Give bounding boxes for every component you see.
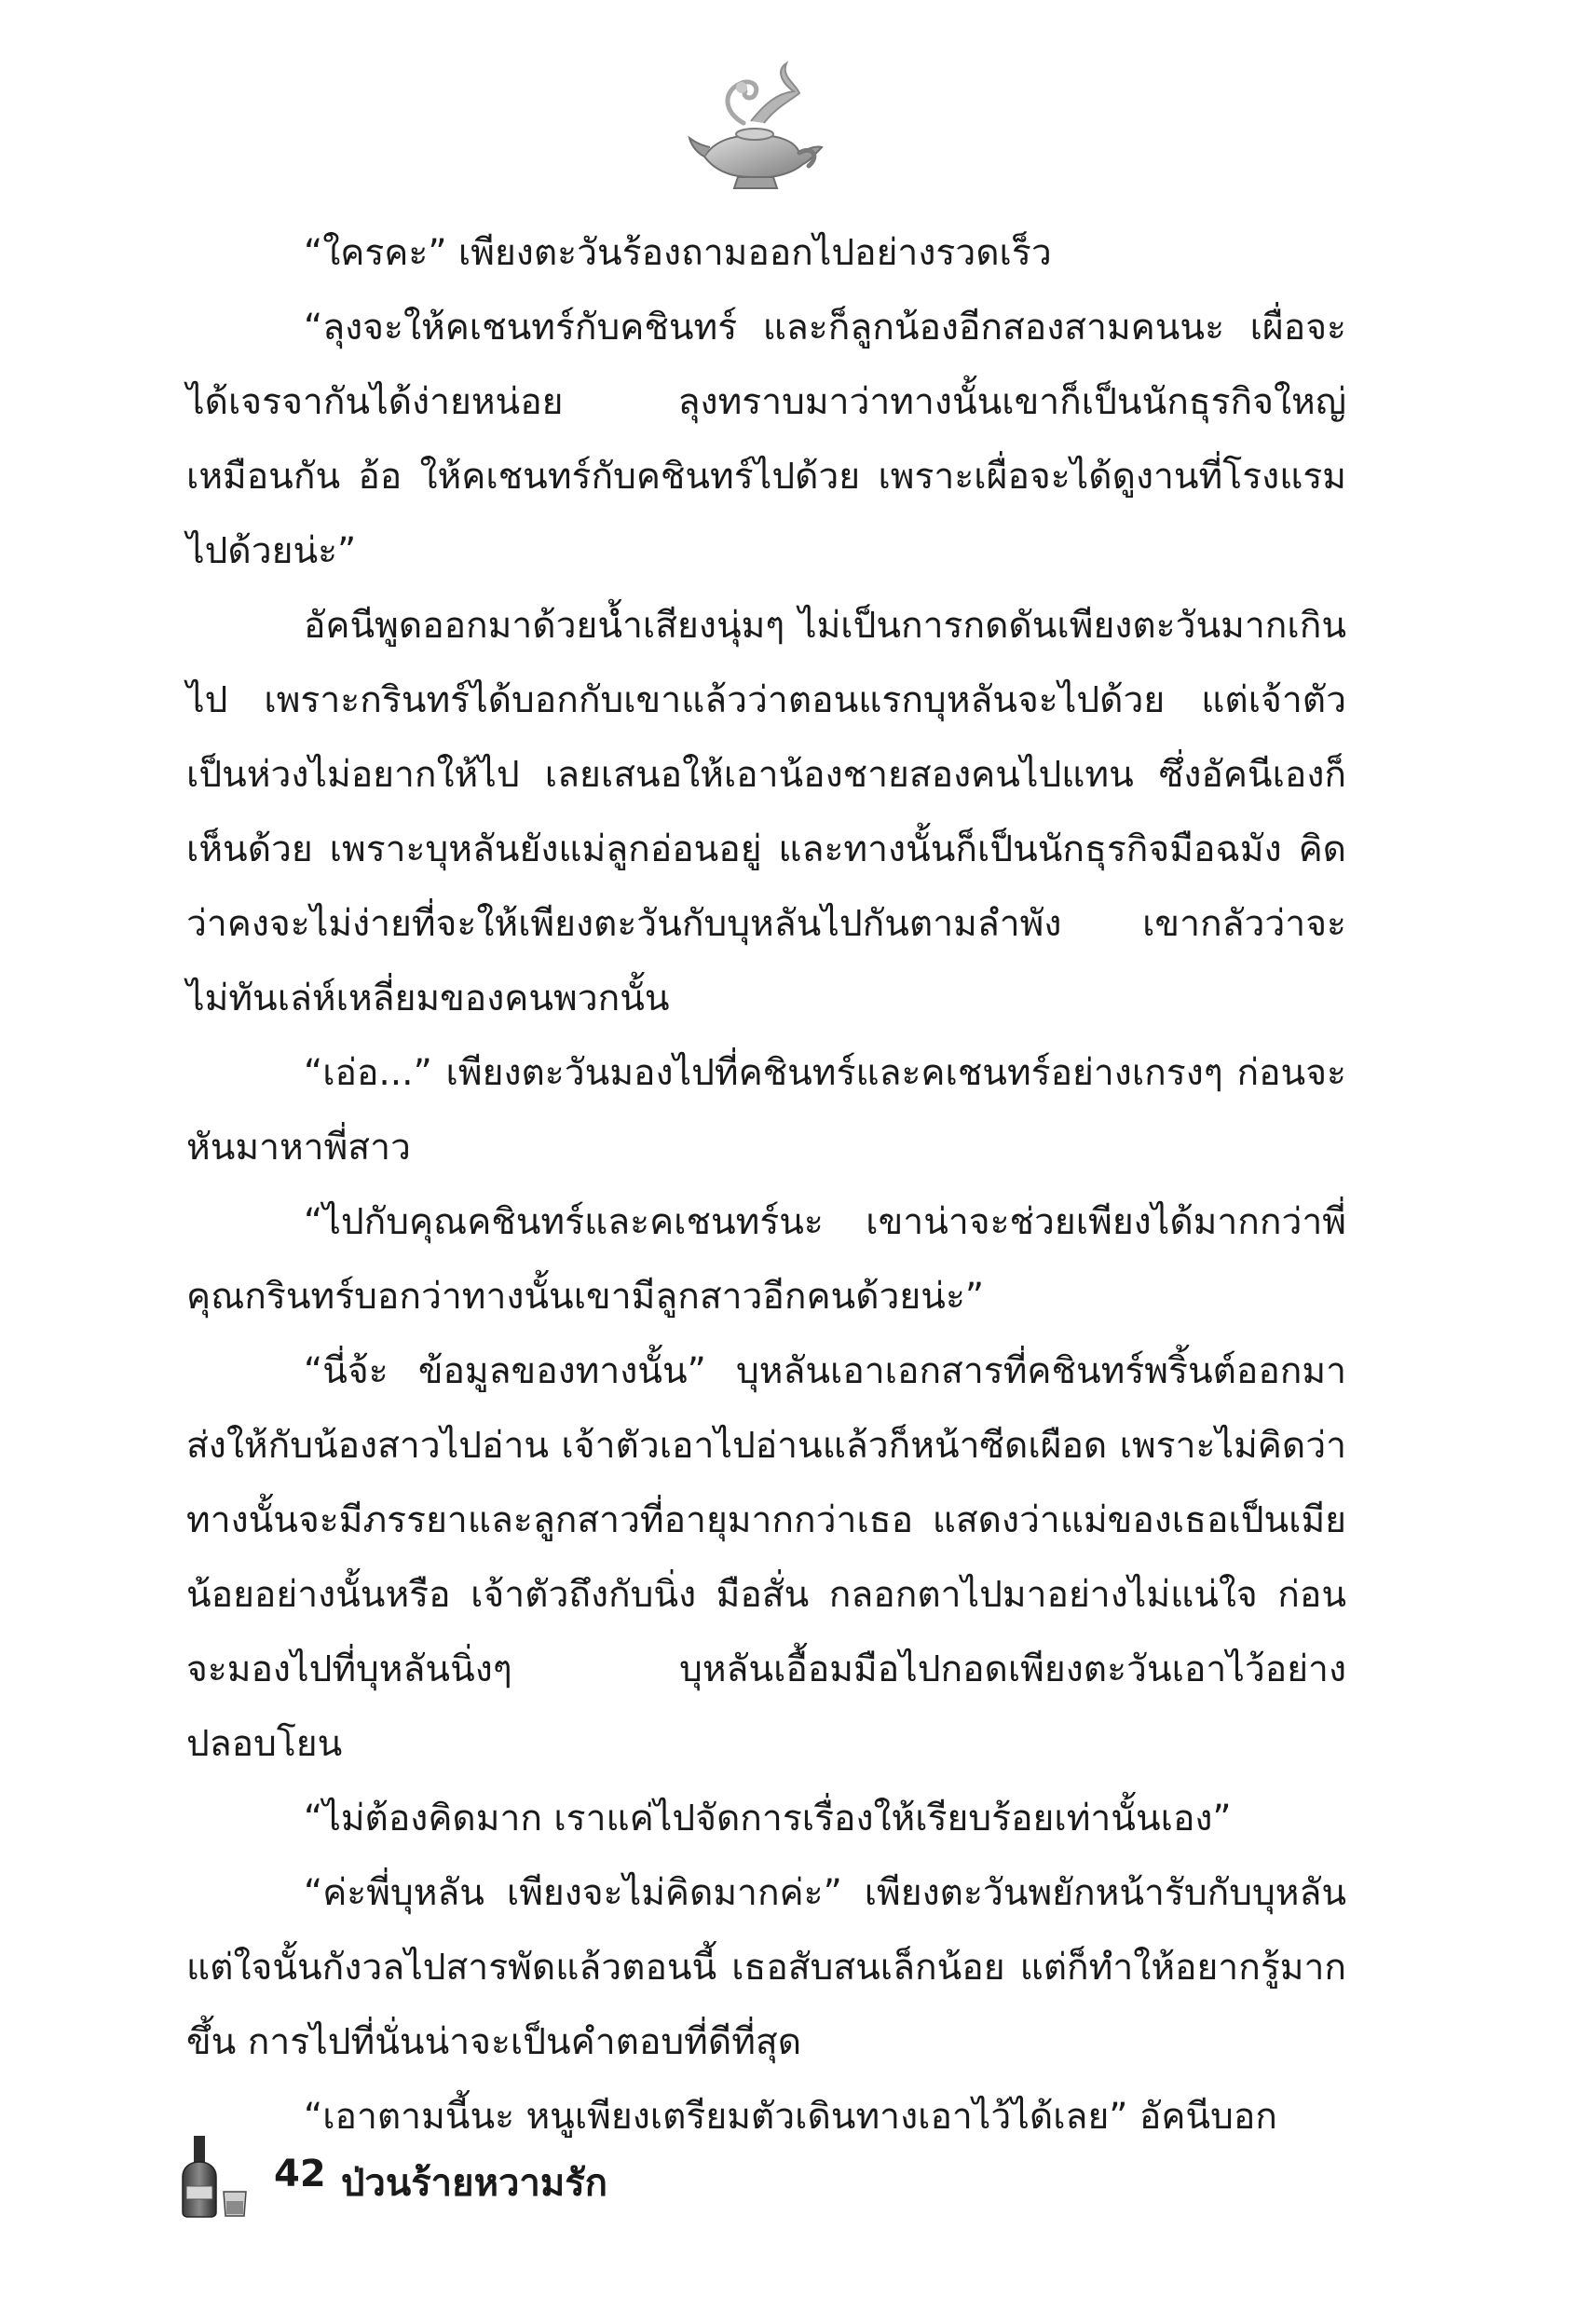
paragraph: “นี่จ้ะ ข้อมูลของทางนั้น” บุหลันเอาเอกสารที่คชินทร์พริ้นต์ออกมาส่งให้กับน้องสาวไปอ่าน เจ้าตัวเอาไปอ่านแล้วก็หน้าซีดเผือด เพราะไม่คิดว่าทางนั้นจะมีภรรยาและลูกสาวที่อายุมากกว่าเธอ แสดงว่าแม่ของเธอเป็นเมียน้อยอย่างนั้นหรือ เจ้าตัวถึงกับนิ่ง มือสั่น กลอกตาไปมาอย่างไม่แน่ใจ ก่อนจะมองไปที่บุหลันนิ่งๆ บุหลันเอื้อมมือไปกอดเพียงตะวันเอาไว้อย่างปลอบโยน (186, 1350, 1346, 1765)
book-title: ป่วนร้ายหวามรัก (341, 2162, 607, 2205)
paragraph: “เอ่อ...” เพียงตะวันมองไปที่คชินทร์และคเชนทร์อย่างเกรงๆ ก่อนจะหันมาหาพี่สาว (186, 1052, 1346, 1169)
paragraph: “เอาตามนี้นะ หนูเพียงเตรียมตัวเดินทางเอาไว้ได้เลย” อัคนีบอก (304, 2096, 1277, 2138)
page-footer (177, 2134, 829, 2227)
genie-lamp-icon (686, 56, 825, 196)
paragraph: อัคนีพูดออกมาด้วยน้ำเสียงนุ่มๆ ไม่เป็นการกดดันเพียงตะวันมากเกินไป เพราะกรินทร์ได้บอกกับเขาแล้วว่าตอนแรกบุหลันจะไปด้วย แต่เจ้าตัวเป็นห่วงไม่อยากให้ไป เลยเสนอให้เอาน้องชายสองคนไปแทน ซึ่งอัคนีเองก็เห็นด้วย เพราะบุหลันยังแม่ลูกอ่อนอยู่ และทางนั้นก็เป็นนักธุรกิจมือฉมัง คิดว่าคงจะไม่ง่ายที่จะให้เพียงตะวันกับบุหลันไปกันตามลำพัง เขากลัวว่าจะไม่ทันเล่ห์เหลี่ยมของคนพวกนั้น (186, 605, 1346, 1019)
paragraph: “ไปกับคุณคชินทร์และคเชนทร์นะ เขาน่าจะช่วยเพียงได้มากกว่าพี่ คุณกรินทร์บอกว่าทางนั้นเขามีลูกสาวอีกคนด้วยน่ะ” (186, 1201, 1346, 1318)
paragraph: “ไม่ต้องคิดมาก เราแค่ไปจัดการเรื่องให้เรียบร้อยเท่านั้นเอง” (304, 1798, 1232, 1839)
paragraph: “ใครคะ” เพียงตะวันร้องถามออกไปอย่างรวดเร็ว (304, 232, 1052, 274)
page-number: 42 (274, 2153, 326, 2195)
bottle-glass-icon (177, 2134, 252, 2218)
paragraph: “ลุงจะให้คเชนทร์กับคชินทร์ และก็ลูกน้องอีกสองสามคนนะ เผื่อจะได้เจรจากันได้ง่ายหน่อย ลุงทราบมาว่าทางนั้นเขาก็เป็นนักธุรกิจใหญ่เหมือนกัน อ้อ ให้คเชนทร์กับคชินทร์ไปด้วย เพราะเผื่อจะได้ดูงานที่โรงแรมไปด้วยน่ะ” (186, 307, 1346, 572)
body-text (186, 216, 1346, 2154)
paragraph: “ค่ะพี่บุหลัน เพียงจะไม่คิดมากค่ะ” เพียงตะวันพยักหน้ารับกับบุหลัน แต่ใจนั้นกังวลไปสารพัดแล้วตอนนี้ เธอสับสนเล็กน้อย แต่ก็ทำให้อยากรู้มากขึ้น การไปที่นั่นน่าจะเป็นคำตอบที่ดีที่สุด (186, 1872, 1346, 2063)
